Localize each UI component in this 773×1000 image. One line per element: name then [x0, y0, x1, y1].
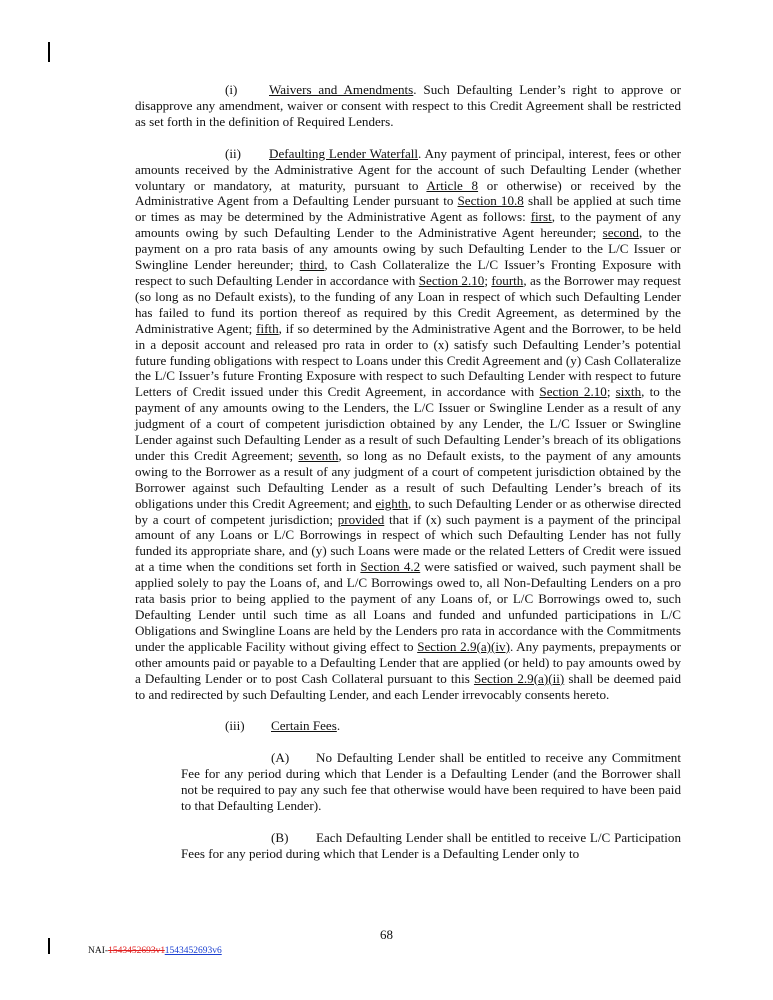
text-segment: or otherwise) or received by the Administrative Agent from a Defaulting Lender pursuant to [135, 177, 681, 209]
proviso-provided: provided [337, 511, 385, 527]
paragraph-ii-heading: Defaulting Lender Waterfall [269, 145, 419, 161]
text-segment: , so long as no Default exists, to the payment of any amounts owing to the Borrower as a result of any judgment of a court of competent jurisdiction obtained by the Borrower against such Defaulting Lender as a result of such Defaulting Lender’s breach of its obligations under this Credit Agreement; and [135, 447, 681, 511]
ordinal-sixth: sixth [615, 384, 642, 400]
cross-reference-article-8: Article 8 [426, 177, 479, 193]
ordinal-second: second [602, 225, 639, 241]
paragraph-ii-number: (ii) [225, 145, 241, 161]
text-segment: , to Cash Collateralize the L/C Issuer’s Fronting Exposure with respect to such Defaulting Lender in accordance with [135, 257, 682, 288]
paragraph-i-heading: Waivers and Amendments [269, 82, 414, 97]
paragraph-iii-tail: . [336, 718, 341, 734]
text-segment: that if (x) such payment is a payment of the principal amount of any Loans or L/C Borrowings in respect of which such Defaulting Lender has not fully funded its appropriate share, and (y) such Loans were made or the related Letters of Credit were issued at a time when the conditions set forth in [135, 511, 681, 575]
text-segment: . Any payments, prepayments or other amounts paid or payable to a Defaulting Lender that are applied (or held) to pay amounts owed by a Defaulting Lender or to post Cash Collateral pursuant to this [135, 638, 681, 686]
document-id [88, 946, 222, 957]
ordinal-third: third [299, 257, 325, 273]
cross-reference-section-2-10: Section 2.10 [418, 272, 485, 288]
change-bar-top [48, 42, 50, 62]
ordinal-seventh: seventh [298, 447, 339, 463]
subparagraph-b-number: (B) [271, 829, 289, 845]
subparagraph-a-text: No Defaulting Lender shall be entitled to receive any Commitment Fee for any period during which that Lender is a Defaulting Lender (and the Borrower shall not be required to pay any such fee that otherwise would have been required to have been paid to that Defaulting Lender). [181, 750, 681, 814]
cross-reference-section-4-2: Section 4.2 [360, 559, 421, 575]
ordinal-first: first [530, 209, 552, 225]
cross-reference-section-2-9-a-iv: Section 2.9(a)(iv) [417, 638, 510, 654]
cross-reference-section-10-8: Section 10.8 [457, 193, 524, 209]
cross-reference-section-2-10: Section 2.10 [539, 384, 607, 400]
text-segment: , to such Defaulting Lender or as otherwise directed by a court of competent jurisdiction; [135, 495, 682, 527]
document-id-prefix: NAI- [88, 946, 109, 956]
subparagraph-b [181, 830, 681, 862]
text-segment: , to the payment of any amounts owing by such Defaulting Lender to the Administrative Agent hereunder; [135, 209, 681, 241]
text-segment: , to the payment of any amounts owing to the Lenders, the L/C Issuer or Swingline Lender as a result of any judgment of a court of competent jurisdiction obtained by any Lender, the L/C Issuer or Swingline Lender against such Defaulting Lender as a result of such Defaulting Lender’s breach of its obligations under this Credit Agreement; [135, 384, 681, 463]
page-number: 68 [380, 927, 393, 942]
text-segment: . Any payment of principal, interest, fees or other amounts received by the Administrative Agent for the account of such Defaulting Lender (whether voluntary or mandatory, at maturity, pursuant to [135, 145, 681, 193]
ordinal-fifth: fifth [256, 320, 279, 336]
text-segment: ; [484, 272, 492, 288]
subparagraph-b-text: Each Defaulting Lender shall be entitled to receive L/C Participation Fees for any period during which that Lender is a Defaulting Lender only to [181, 829, 681, 861]
page-content [135, 82, 681, 862]
document-id-deleted: 1543452693v1 [108, 946, 165, 956]
subparagraph-a-number: (A) [271, 750, 290, 766]
subparagraph-a [181, 750, 681, 814]
document-id-inserted: 1543452693v6 [164, 946, 222, 956]
ordinal-eighth: eighth [375, 495, 409, 511]
text-segment: shall be deemed paid to and redirected by such Defaulting Lender, and each Lender irrevocably consents hereto. [135, 670, 681, 702]
text-segment: shall be applied at such time or times as may be determined by the Administrative Agent as follows: [135, 193, 681, 225]
paragraph-iii-number: (iii) [225, 718, 245, 734]
paragraph-ii [135, 146, 681, 703]
paragraph-iii [135, 718, 681, 734]
text-segment: , to the payment on a pro rata basis of any amounts owing by such Defaulting Lender to the L/C Issuer or Swingline Lender hereunder; [135, 225, 681, 273]
paragraph-i-number: (i) [225, 82, 238, 97]
paragraph-i [135, 82, 681, 130]
paragraph-iii-heading: Certain Fees [271, 718, 337, 734]
text-segment: ; [606, 384, 616, 400]
paragraph-i-text: . Such Defaulting Lender’s right to approve or disapprove any amendment, waiver or consent with respect to this Credit Agreement shall be restricted as set forth in the definition of Required Lenders. [135, 82, 681, 129]
cross-reference-section-2-9-a-ii: Section 2.9(a)(ii) [473, 670, 565, 686]
ordinal-fourth: fourth [491, 272, 524, 288]
text-segment: were satisfied or waived, such payment shall be applied solely to pay the Loans of, and L/C Borrowings owed to, all Non-Defaulting Lenders on a pro rata basis prior to being applied to the payment of any Loans of, or L/C Borrowings owed to, such Defaulting Lender until such time as all Loans and funded and unfunded participations in L/C Obligations and Swingline Loans are held by the Lenders pro rata in accordance with the Commitments under the applicable Facility without giving effect to [135, 559, 682, 654]
text-segment: , as the Borrower may request (so long as no Default exists), to the funding of any Loan in respect of which such Defaulting Lender has failed to fund its portion thereof as required by this Credit Agreement, as determined by the Administrative Agent; [135, 272, 681, 336]
text-segment: , if so determined by the Administrative Agent and the Borrower, to be held in a deposit account and released pro rata in order to (x) satisfy such Defaulting Lender’s potential future funding obligations with respect to Loans under this Credit Agreement and (y) Cash Collateralize the L/C Issuer’s future Fronting Exposure with respect to such Defaulting Lender with respect to future Letters of Credit issued under this Credit Agreement, in accordance with [135, 320, 681, 400]
